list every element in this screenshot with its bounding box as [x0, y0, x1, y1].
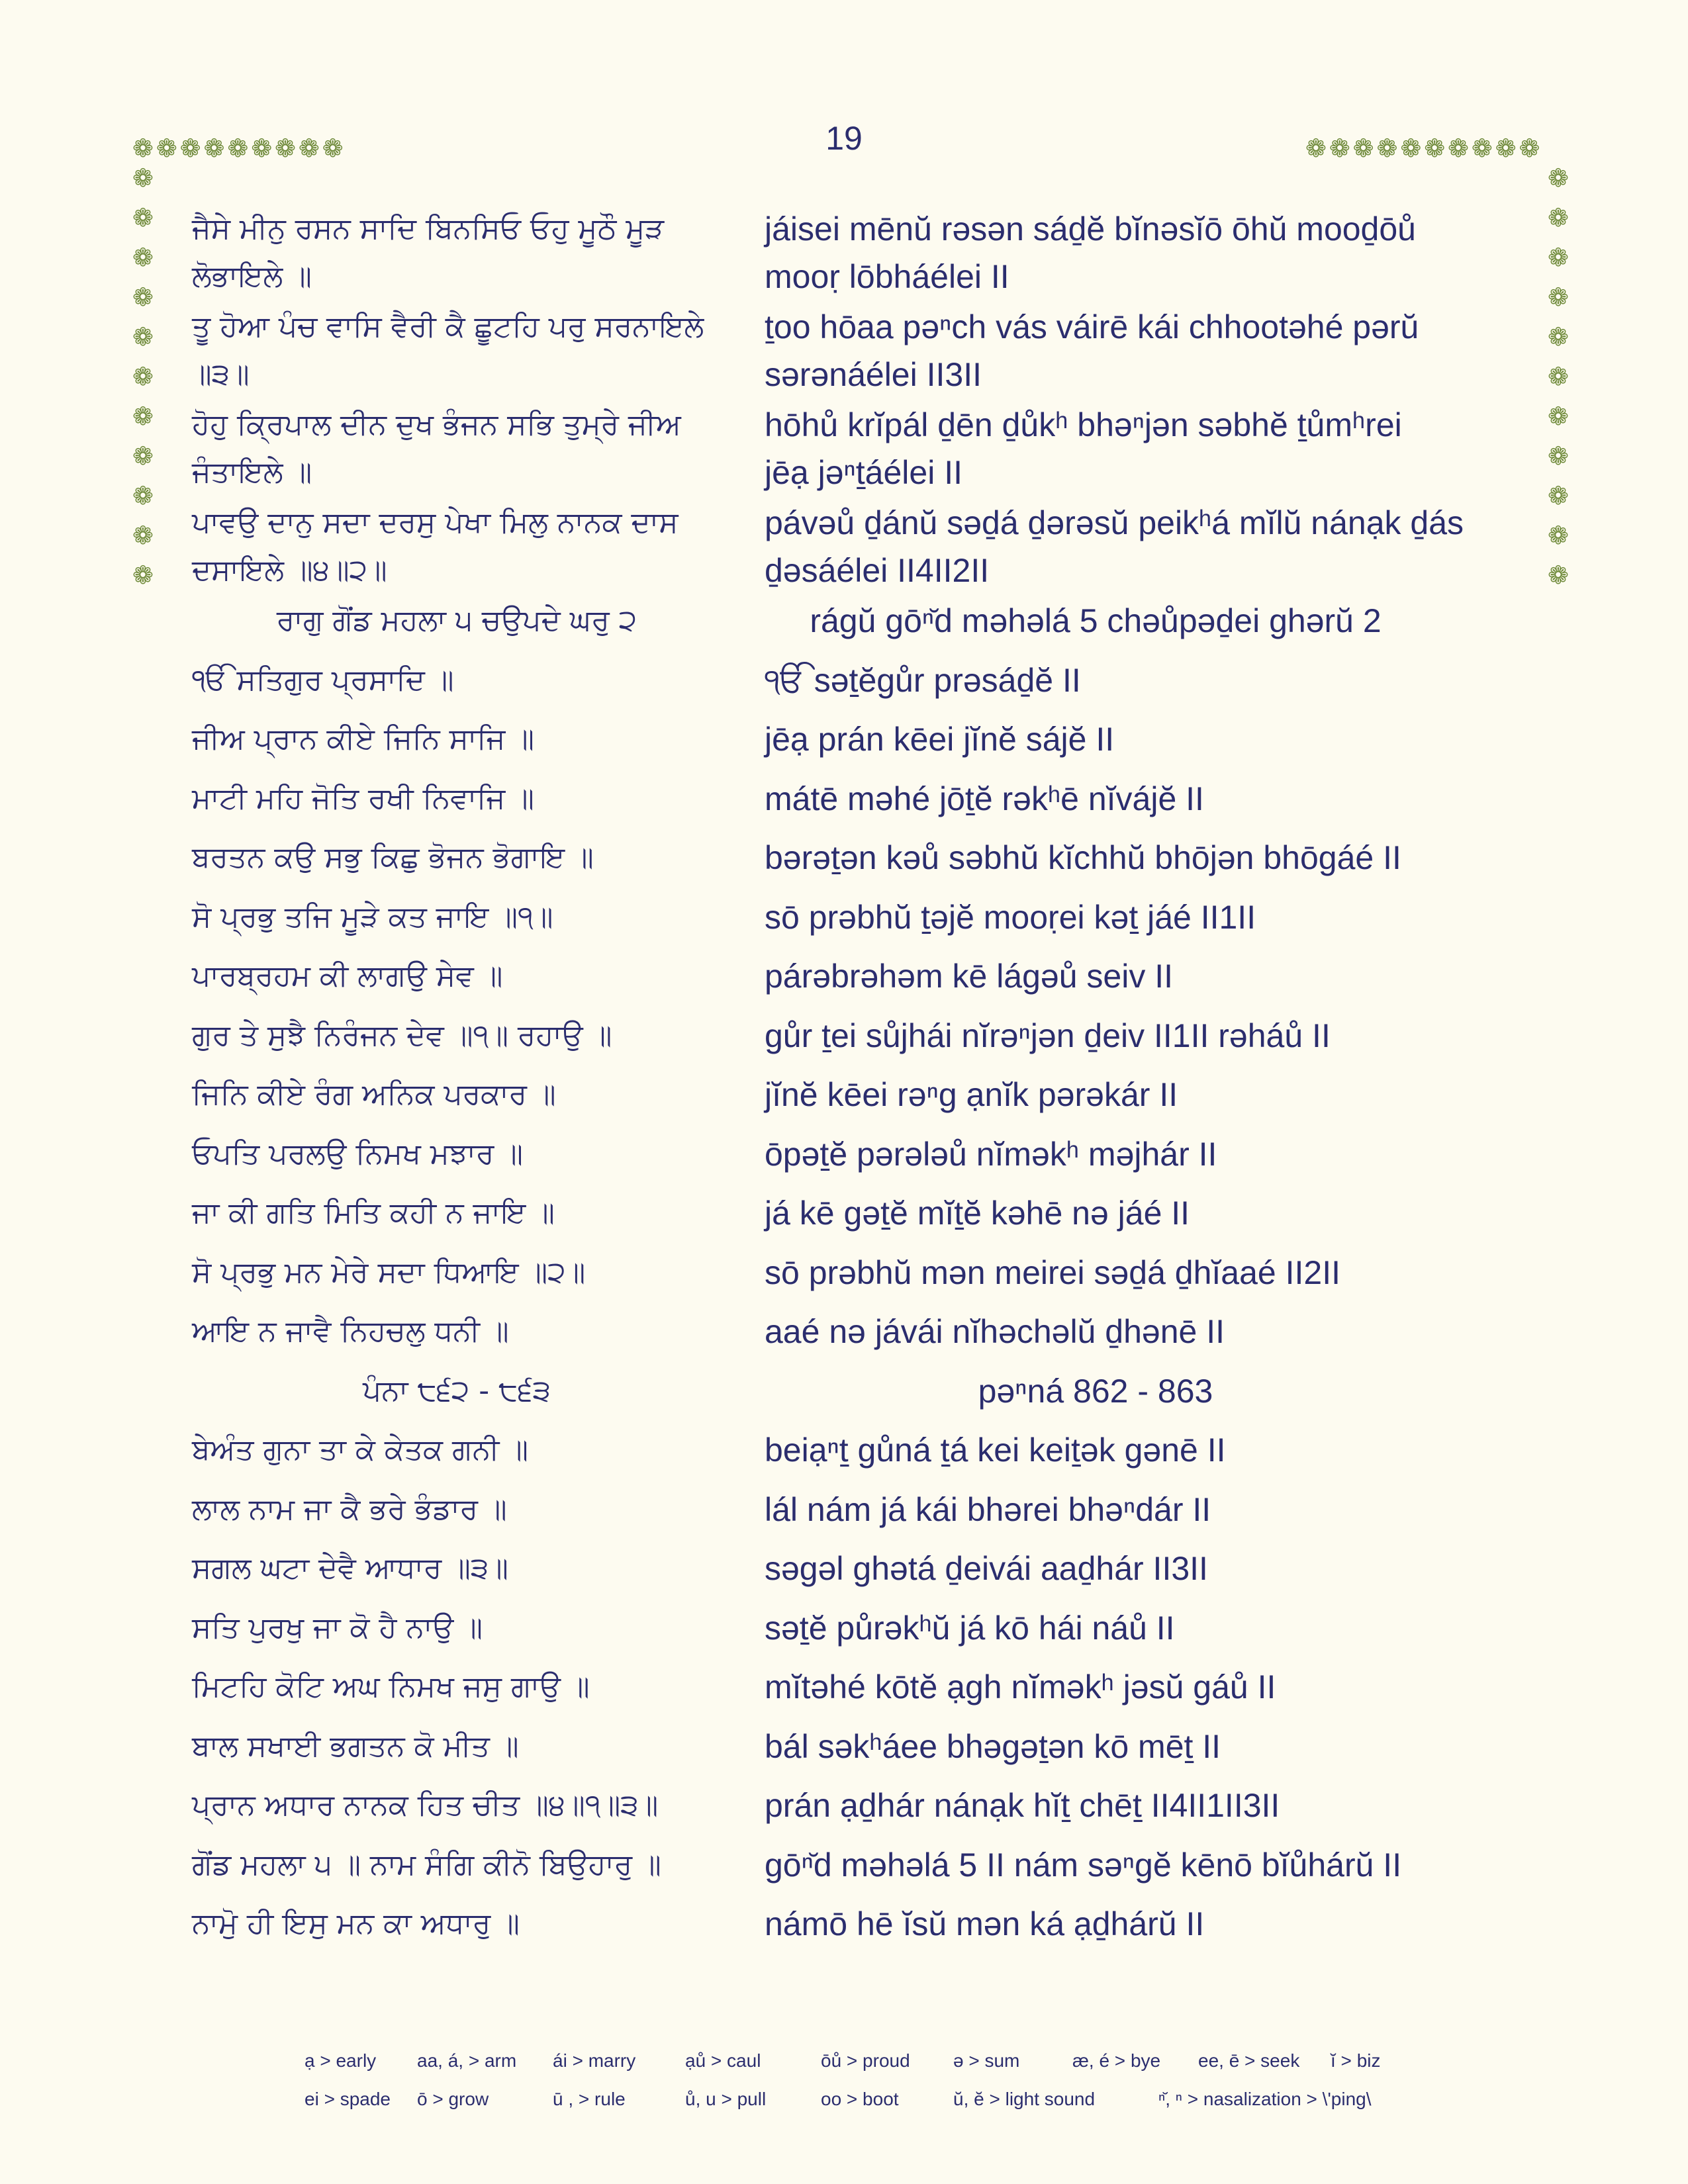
gurmukhi-line: ਨਾਮੋੁ ਹੀ ਇਸੁ ਮਨ ਕਾ ਅਧਾਰੁ ॥: [192, 1907, 520, 1940]
legend-item: ạů > caul: [685, 2050, 761, 2071]
legend-row: [305, 2042, 1496, 2080]
ornament-flower-icon: ❁: [132, 441, 154, 471]
ornament-flower-icon: ❁: [132, 163, 154, 193]
gurmukhi-line: ਪੰਨਾ ੮੬੨ - ੮੬੩: [363, 1373, 551, 1408]
transliteration-line: jĭnĕ kēei rəⁿg ạnĭk pərəkár II: [765, 1076, 1178, 1113]
gurmukhi-text: [192, 1486, 507, 1533]
transliteration-line: párəbrəhəm kē lágəů seiv II: [765, 958, 1174, 995]
transliteration-text: [765, 834, 1401, 882]
legend-item: ō > grow: [417, 2089, 489, 2109]
transliteration-text: [765, 205, 1416, 300]
transliteration-line: beiạⁿṯ gůná ṯá kei keiṯək gənē II: [765, 1432, 1226, 1469]
transliteration-line: bərəṯən kəů səbhŭ kĭchhŭ bhōjən bhōgáé II: [765, 839, 1401, 876]
gurmukhi-text: [192, 1012, 612, 1060]
transliteration-line: já kē gəṯĕ mĭṯĕ kəhē nə jáé II: [765, 1195, 1190, 1232]
legend-item: ái > marry: [553, 2050, 636, 2071]
ornament-flower-icon: ❁: [132, 322, 154, 351]
gurmukhi-line: ਰਾਗੁ ਗੋਂਡ ਮਹਲਾ ੫ ਚਉਪਦੇ ਘਰੁ ੨: [276, 604, 637, 637]
gurmukhi-text: [192, 834, 594, 882]
ornament-flower-icon: ❁: [132, 561, 154, 590]
ornament-flower-icon: ❁: [1548, 243, 1569, 272]
ornament-flower-icon: ❁: [1548, 521, 1569, 550]
gurmukhi-text: [192, 205, 664, 300]
gurmukhi-text: [192, 1604, 483, 1652]
transliteration-text: [765, 1308, 1225, 1355]
gurmukhi-text: [192, 715, 534, 763]
transliteration-text: [765, 952, 1173, 1000]
gurmukhi-line: ਸਤਿ ਪੁਰਖੁ ਜਾ ਕੋ ਹੈ ਨਾਉ ॥: [192, 1610, 483, 1645]
transliteration-text: [765, 1486, 1211, 1533]
gurmukhi-text: [192, 597, 722, 645]
ornament-flower-icon: ❁: [1548, 362, 1569, 391]
transliteration-line: mĭtəhé kōtĕ ạgh nĭməkʰ jəsŭ gáů II: [765, 1668, 1276, 1706]
legend-item: oo > boot: [821, 2089, 899, 2109]
transliteration-line: jēạ jəⁿṯáélei II: [765, 454, 962, 491]
ornament-flower-icon: ❁: [132, 362, 154, 391]
ornament-flower-icon: ❁: [1548, 561, 1569, 590]
legend-item: ạ > early: [305, 2050, 377, 2071]
transliteration-text: [765, 499, 1464, 594]
gurmukhi-line: ਸਗਲ ਘਟਾ ਦੇਵੈ ਆਧਾਰ ॥੩॥: [192, 1551, 508, 1585]
gurmukhi-line: ੴ ਸਤਿਗੁਰ ਪ੍ਰਸਾਦਿ ॥: [192, 662, 454, 697]
ornament-flower-icon: ❁: [132, 521, 154, 550]
transliteration-line: sərənáélei II3II: [765, 356, 982, 393]
gurmukhi-line: ਹੋਹੁ ਕ੍ਰਿਪਾਲ ਦੀਨ ਦੁਖ ਭੰਜਨ ਸਭਿ ਤੁਮ੍ਰੇ ਜੀਅ: [192, 408, 681, 441]
gurmukhi-line: ਜੀਅ ਪ੍ਰਾਨ ਕੀਏ ਜਿਨਿ ਸਾਜਿ ॥: [192, 722, 535, 756]
ornament-flower-icon: ❁: [1548, 402, 1569, 431]
transliteration-line: mooṛ lōbháélei II: [765, 258, 1009, 295]
transliteration-text: [765, 303, 1419, 398]
ornament-flower-icon: ❁: [1548, 283, 1569, 312]
ornament-flower-icon: ❁: [132, 283, 154, 312]
page-number: 19: [825, 120, 863, 157]
legend-item: ū , > rule: [553, 2089, 626, 2109]
gurmukhi-line: ਪ੍ਰਾਨ ਅਧਾਰ ਨਾਨਕ ਹਿਤ ਚੀਤ ॥੪॥੧॥੩॥: [192, 1788, 659, 1822]
legend-item: ŭ, ĕ > light sound: [953, 2089, 1096, 2109]
gurmukhi-line: ਬਰਤਨ ਕਉ ਸਭੁ ਕਿਛੁ ਭੋਜਨ ਭੋਗਾਇ ॥: [192, 841, 594, 874]
legend-item: ⁿ̆, ⁿ > nasalization > \'ping\: [1158, 2089, 1372, 2109]
gurmukhi-text: [192, 1782, 658, 1829]
transliteration-text: [765, 1012, 1331, 1060]
gurmukhi-line: ਜੰਤਾਇਲੇ ॥: [192, 455, 312, 489]
gurmukhi-text: [192, 303, 704, 398]
transliteration-text: [765, 1723, 1221, 1770]
gurmukhi-text: [192, 893, 553, 941]
legend-item: ei > spade: [305, 2089, 391, 2109]
gurmukhi-line: ਪਾਵਉ ਦਾਨੁ ਸਦਾ ਦਰਸੁ ਪੇਖਾ ਮਿਲੁ ਨਾਨਕ ਦਾਸ: [192, 506, 679, 539]
transliteration-line: ḏəsáélei II4II2II: [765, 552, 990, 589]
gurmukhi-text: [192, 1426, 528, 1474]
gurmukhi-line: ਲਾਲ ਨਾਮ ਜਾ ਕੈ ਭਰੇ ਭੰਡਾਰ ॥: [192, 1492, 507, 1526]
gurmukhi-text: [192, 775, 534, 823]
ornament-flower-icon: ❁: [1548, 322, 1569, 351]
transliteration-text: [765, 597, 1427, 645]
transliteration-line: pəⁿná 862 - 863: [978, 1372, 1213, 1410]
transliteration-line: jáisei mēnŭ rəsən sáḏĕ bĭnəsĭō ōhŭ mooḏōů: [765, 210, 1416, 248]
gurmukhi-text: [192, 952, 502, 1000]
legend-item: ĭ > biz: [1331, 2050, 1381, 2071]
transliteration-text: [765, 657, 1081, 704]
ornament-flower-icon: ❁: [1548, 481, 1569, 510]
top-left-ornament-border: ❁❁❁❁❁❁❁❁❁: [132, 134, 346, 163]
ornament-flower-icon: ❁: [132, 203, 154, 232]
transliteration-line: námō hē ĭsŭ mən ká ạḏhárŭ II: [765, 1905, 1205, 1942]
gurmukhi-text: [192, 1841, 661, 1889]
transliteration-text: [765, 1249, 1340, 1297]
transliteration-text: [765, 715, 1114, 763]
transliteration-line: lál nám já kái bhərei bhəⁿdár II: [765, 1490, 1211, 1528]
gurmukhi-line: ਬਾਲ ਸਖਾਈ ਭਗਤਨ ਕੋ ਮੀਤ ॥: [192, 1729, 519, 1763]
transliteration-text: [765, 893, 1256, 941]
transliteration-text: [765, 1130, 1217, 1178]
transliteration-text: [765, 1841, 1401, 1889]
legend-item: aa, á, > arm: [417, 2050, 517, 2071]
transliteration-line: bál səkʰáee bhəgəṯən kō mēṯ II: [765, 1727, 1221, 1765]
legend-row: [305, 2080, 1496, 2118]
left-ornament-border: [132, 165, 154, 588]
transliteration-line: jēạ prán kēei jĭnĕ sájĕ II: [765, 721, 1115, 758]
transliteration-text: [765, 1604, 1175, 1652]
gurmukhi-line: ॥੩॥: [192, 357, 250, 391]
transliteration-text: [765, 1663, 1276, 1711]
gurmukhi-line: ਦਸਾਇਲੇ ॥੪॥੨॥: [192, 553, 387, 587]
legend-item: ů, u > pull: [685, 2089, 767, 2109]
gurmukhi-line: ਜਾ ਕੀ ਗਤਿ ਮਿਤਿ ਕਹੀ ਨ ਜਾਇ ॥: [192, 1196, 555, 1230]
transliteration-text: [765, 1900, 1204, 1948]
transliteration-line: mátē məhé jōṯĕ rəkʰē nĭvájĕ II: [765, 780, 1204, 817]
gurmukhi-text: [192, 1900, 520, 1948]
transliteration-text: [765, 1545, 1208, 1592]
gurmukhi-text: [192, 401, 681, 496]
transliteration-line: aaé nə jávái nĭhəchəlŭ ḏhənē II: [765, 1313, 1225, 1350]
gurmukhi-text: [192, 1308, 509, 1355]
transliteration-line: ṯoo hōaa pəⁿch vás váirē kái chhootəhé pərŭ: [765, 308, 1419, 345]
gurmukhi-text: [192, 1367, 722, 1415]
gurmukhi-line: ਬੇਅੰਤ ਗੁਨਾ ਤਾ ਕੇ ਕੇਤਕ ਗਨੀ ॥: [192, 1433, 529, 1467]
transliteration-line: sō prəbhŭ mən meirei səḏá ḏhĭaaé II2II: [765, 1253, 1340, 1291]
ornament-flower-icon: ❁: [132, 402, 154, 431]
gurmukhi-line: ਤੂ ਹੋਆ ਪੰਚ ਵਾਸਿ ਵੈਰੀ ਕੈ ਛੂਟਹਿ ਪਰੁ ਸਰਨਾਇਲੇ: [192, 310, 704, 343]
transliteration-text: [765, 401, 1402, 496]
gurmukhi-line: ਮਿਟਹਿ ਕੋਟਿ ਅਘ ਨਿਮਖ ਜਸੁ ਗਾਉ ॥: [192, 1670, 590, 1704]
gurmukhi-line: ਗੋਂਡ ਮਹਲਾ ੫ ॥ ਨਾਮ ਸੰਗਿ ਕੀਨੋ ਬਿਉਹਾਰੁ ॥: [192, 1847, 661, 1882]
transliteration-line: ōpəṯĕ pərələů nĭməkʰ məjhár II: [765, 1135, 1217, 1173]
gurmukhi-line: ਜੈਸੇ ਮੀਨੁ ਰਸਨ ਸਾਦਿ ਬਿਨਸਿਓ ਓਹੁ ਮੂਠੌ ਮੂੜ: [192, 212, 665, 246]
transliteration-text: [765, 775, 1204, 823]
gurmukhi-text: [192, 1130, 523, 1178]
legend-item: æ, é > bye: [1072, 2050, 1161, 2071]
transliteration-line: rágŭ gōⁿ̆d məhəlá 5 chəůpəḏei ghərŭ 2: [810, 602, 1382, 639]
ornament-flower-icon: ❁: [1548, 203, 1569, 232]
gurmukhi-line: ਓਪਤਿ ਪਰਲਉ ਨਿਮਖ ਮਝਾਰ ॥: [192, 1136, 524, 1171]
transliteration-text: [765, 1189, 1190, 1237]
gurmukhi-text: [192, 1071, 556, 1118]
transliteration-line: hōhů krĭpál ḏēn ḏůkʰ bhəⁿjən səbhĕ ṯůmʰrei: [765, 406, 1402, 443]
gurmukhi-text: [192, 1545, 508, 1592]
gurmukhi-line: ਪਾਰਬ੍ਰਹਮ ਕੀ ਲਾਗਉ ਸੇਵ ॥: [192, 959, 503, 993]
pronunciation-legend: [305, 2042, 1496, 2118]
transliteration-line: gůr ṯei sůjhái nĭrəⁿjən ḏeiv II1II rəháů II: [765, 1017, 1331, 1054]
gurmukhi-text: [192, 1723, 519, 1770]
ornament-flower-icon: ❁: [1548, 441, 1569, 471]
transliteration-text: [765, 1071, 1178, 1118]
top-right-ornament-border: ❁❁❁❁❁❁❁❁❁❁: [1305, 134, 1543, 163]
gurmukhi-line: ਮਾਟੀ ਮਹਿ ਜੋਤਿ ਰਖੀ ਨਿਵਾਜਿ ॥: [192, 781, 534, 815]
gurmukhi-text: [192, 1663, 590, 1711]
transliteration-text: [765, 1782, 1280, 1829]
transliteration-line: səṯĕ půrəkʰŭ já kō hái náů II: [765, 1609, 1175, 1647]
legend-item: ee, ē > seek: [1198, 2050, 1300, 2071]
gurmukhi-line: ਆਇ ਨ ਜਾਵੈ ਨਿਹਚਲੁ ਧਨੀ ॥: [192, 1314, 509, 1348]
gurmukhi-line: ਗੁਰ ਤੇ ਸੁਝੈ ਨਿਰੰਜਨ ਦੇਵ ॥੧॥ ਰਹਾਉ ॥: [192, 1018, 612, 1052]
transliteration-line: ੴ səṯĕgůr prəsáḏĕ II: [765, 661, 1081, 699]
ornament-flower-icon: ❁: [1548, 163, 1569, 193]
legend-item: ōů > proud: [821, 2050, 910, 2071]
legend-item: ə > sum: [953, 2050, 1020, 2071]
transliteration-line: səgəl ghətá ḏeivái aaḏhár II3II: [765, 1550, 1208, 1587]
gurmukhi-text: [192, 499, 679, 594]
gurmukhi-line: ਸੋ ਪ੍ਰਭੁ ਮਨ ਮੇਰੇ ਸਦਾ ਧਿਆਇ ॥੨॥: [192, 1255, 586, 1289]
gurmukhi-line: ਸੋ ਪ੍ਰਭੁ ਤਜਿ ਮੂੜੇ ਕਤ ਜਾਇ ॥੧॥: [192, 899, 553, 934]
gurmukhi-text: [192, 1189, 555, 1237]
right-ornament-border: [1548, 165, 1569, 588]
transliteration-line: prán ạḏhár nánạk hĭṯ chēṯ II4II1II3II: [765, 1787, 1280, 1824]
gurmukhi-text: [192, 1249, 585, 1297]
gurmukhi-line: ਜਿਨਿ ਕੀਏ ਰੰਗ ਅਨਿਕ ਪਰਕਾਰ ॥: [192, 1077, 556, 1111]
transliteration-line: sō prəbhŭ ṯəjĕ mooṛei kəṯ jáé II1II: [765, 898, 1256, 936]
transliteration-line: pávəů ḏánŭ səḏá ḏərəsŭ peikʰá mĭlŭ nánạk ḏás: [765, 504, 1464, 541]
transliteration-text: [765, 1426, 1225, 1474]
transliteration-text: [765, 1367, 1427, 1415]
ornament-flower-icon: ❁: [132, 481, 154, 510]
transliteration-line: gōⁿ̆d məhəlá 5 II nám səⁿgĕ kēnō bĭůhárŭ II: [765, 1846, 1402, 1884]
ornament-flower-icon: ❁: [132, 243, 154, 272]
gurmukhi-text: [192, 657, 454, 704]
gurmukhi-line: ਲੋਭਾਇਲੇ ॥: [192, 259, 312, 293]
